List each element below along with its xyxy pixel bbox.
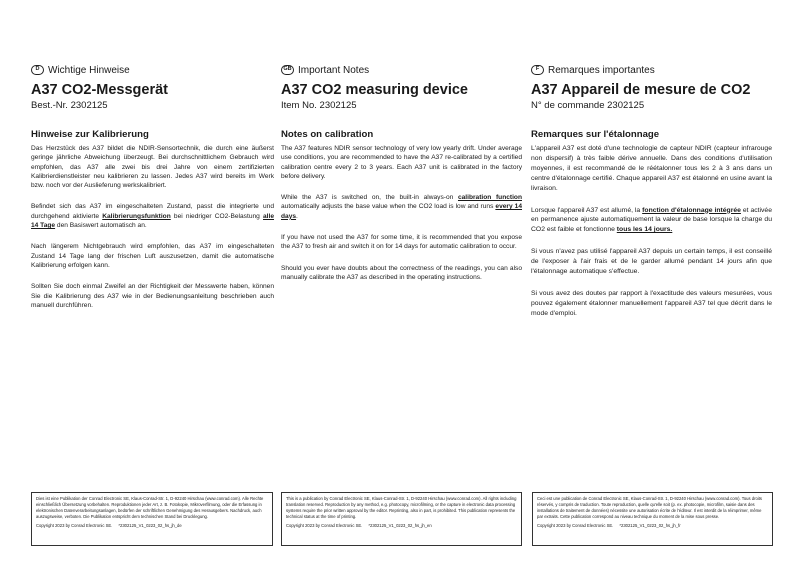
paragraph-calibration-function <box>31 202 274 230</box>
text-run: bei niedriger CO2-Belastung <box>170 212 263 220</box>
item-number: Item No. 2302125 <box>281 100 357 111</box>
text-run: . <box>296 212 298 220</box>
section-heading: Hinweise zur Kalibrierung <box>31 129 149 140</box>
legal-footer-de <box>31 492 273 546</box>
product-title: A37 CO2 measuring device <box>281 82 468 98</box>
document-code: *2302125_V1_0223_02_hs_jh_fr <box>619 523 681 528</box>
text-run: While the A37 is switched on, the built-in always-on <box>281 194 458 202</box>
legal-footer-fr <box>532 492 773 546</box>
paragraph-intro: The A37 features NDIR sensor technology of very low yearly drift. Under average use conditions, you are recommended to have the A37 re-calibrated by a certified calibration centre every 2 to 3 years. Each A37 unit is calibrated in the factory before delivery. <box>281 145 522 180</box>
language-header-fr <box>531 63 772 77</box>
copyright-text: Copyright 2023 by Conrad Electronic SE. <box>537 523 614 528</box>
highlight-calibration-function: calibration function <box>457 194 522 202</box>
document-code: *2302125_V1_0223_02_hs_jh_en <box>368 523 432 528</box>
language-badge-icon: F <box>531 65 544 75</box>
text-run: Befindet sich das A37 im eingeschalteten Zustand, passt die integrierte und durchgehend aktivierte <box>31 203 274 220</box>
paragraph-intro: Das Herzstück des A37 bildet die NDIR-Sensortechnik, die durch eine äußerst geringe jährliche Abweichung überzeugt. Bei durchschnittlichem Gebrauch wird empfohlen, das A37 alle zwei bis drei Jahre von einem zertifizierten Kalibrierdienstleister neu kalibrieren zu lassen. Jedes A37 wird bereits im Werk bzw. noch vor der Auslieferung werkskalibriert. <box>31 145 274 190</box>
text-run: automatically adjusts the base value when the CO2 load is low and runs <box>281 203 496 211</box>
document-code: *2302125_V1_0223_02_hs_jh_de <box>118 523 182 528</box>
legal-text: This is a publication by Conrad Electronic SE, Klaus-Conrad-Str. 1, D-92240 Hirschau (www.conrad.com). All rights including translation reserved. Reproduction by any method, e.g. photocopy, microfilming, or the capture in electronic data processing systems require the prior written approval by the editor. Reprinting, also in part, is prohibited. This publication represents the technical status at the time of printing. <box>286 496 517 519</box>
column-de <box>31 63 274 310</box>
paragraph-manual-calibration: Si vous avez des doutes par rapport à l'exactitude des valeurs mesurées, vous pouvez également étalonner manuellement l'appareil A37 tel que décrit dans le mode d'emploi. <box>531 289 772 317</box>
item-number: Best.-Nr. 2302125 <box>31 100 108 111</box>
footer-copyright-line <box>36 523 268 529</box>
highlight-calibration-function: Kalibrierungsfunktion <box>102 212 171 220</box>
product-title: A37 Appareil de mesure de CO2 <box>531 82 751 98</box>
paragraph-manual-calibration: Sollten Sie doch einmal Zweifel an der Richtigkeit der Messwerte haben, können Sie die Kalibrierung des A37 wie in der Bedienungsanleitung beschrieben auch manuell durchführen. <box>31 283 274 309</box>
section-heading: Notes on calibration <box>281 129 374 140</box>
text-run: den Basiswert automatisch an. <box>55 222 147 230</box>
column-fr <box>531 63 772 319</box>
language-header-label: Wichtige Hinweise <box>48 64 130 76</box>
section-heading: Remarques sur l'étalonnage <box>531 129 660 140</box>
product-title: A37 CO2-Messgerät <box>31 82 168 98</box>
legal-text: Ceci est une publication de Conrad Electronic SE, Klaus-Conrad-Str. 1, D-92240 Hirschau (www.conrad.com). Tous droits réservés, y compris de traduction. Toute reproduction, quelle qu'elle soit (p. ex. photocopie, microfilm, saisie dans des installations de traitement de données) nécessite une autorisation écrite de l'éditeur. Il est interdit de la réimprimer, même par extraits. Cette publication correspond au niveau technique du moment de la mise sous presse. <box>537 496 762 519</box>
footer-copyright-line <box>286 523 517 529</box>
language-header-label: Important Notes <box>298 64 370 76</box>
column-en <box>281 63 522 282</box>
highlight-interval: tous les 14 jours. <box>616 226 673 234</box>
highlight-calibration-function: fonction d'étalonnage intégrée <box>642 206 741 214</box>
paragraph-intro: L'appareil A37 est doté d'une technologie de capteur NDIR (capteur infrarouge non dispersif) à très faible dérive annuelle. Dans des conditions d'utilisation moyennes, il est recommandé de le réétalonner tous les 2 à 3 ans dans un centre d'étalonnage certifié. Chaque appareil A37 est étalonné en usine avant la livraison. <box>531 145 772 192</box>
language-badge-icon: GB <box>281 65 294 75</box>
legal-text: Dies ist eine Publikation der Conrad Electronic SE, Klaus-Conrad-Str. 1, D-92240 Hirschau (www.conrad.com). Alle Rechte einschließlich Übersetzung vorbehalten. Reproduktionen jeder Art, z. B. Fotokopie, Mikroverfilmung, oder die Erfassung in elektronischen Datenverarbeitungsanlagen, bedürfen der schriftlichen Genehmigung des Herausgebers. Nachdruck, auch auszugsweise, verboten. Die Publikation entspricht dem technischen Stand bei Drucklegung. <box>36 496 264 519</box>
item-number: N° de commande 2302125 <box>531 100 645 111</box>
language-header-en <box>281 63 522 77</box>
language-badge-icon: D <box>31 65 44 75</box>
paragraph-nonuse: Nach längerem Nichtgebrauch wird empfohlen, das A37 im eingeschalteten Zustand 14 Tage lang der frischen Luft auszusetzen, damit die automatische Kalibrierung erfolgen kann. <box>31 243 274 269</box>
copyright-text: Copyright 2023 by Conrad Electronic SE. <box>36 523 113 528</box>
language-header-label: Remarques importantes <box>548 64 655 76</box>
language-header-de <box>31 63 274 77</box>
legal-footer-en <box>281 492 522 546</box>
footer-copyright-line <box>537 523 768 529</box>
text-run: Lorsque l'appareil A37 est allumé, la <box>531 206 643 214</box>
paragraph-manual-calibration: Should you ever have doubts about the correctness of the readings, you can also manually calibrate the A37 as described in the operating instructions. <box>281 264 522 281</box>
paragraph-calibration-function <box>531 206 772 236</box>
paragraph-calibration-function <box>281 193 522 221</box>
paragraph-nonuse: If you have not used the A37 for some time, it is recommended that you expose the A37 to fresh air and switch it on for 14 days for automatic calibration to occur. <box>281 234 522 251</box>
highlight-interval: alle 14 Tage <box>31 212 274 230</box>
text-run: et activée en permanence ajuste automatiquement la valeur de base lorsque la charge du CO2 est faible et fonctionne <box>531 206 772 234</box>
paragraph-nonuse: Si vous n'avez pas utilisé l'appareil A37 depuis un certain temps, il est conseillé de l'exposer à l'air frais et de le garder allumé pendant 14 jours afin que l'étalonnage automatique s'effectue. <box>531 248 772 276</box>
copyright-text: Copyright 2023 by Conrad Electronic SE. <box>286 523 363 528</box>
highlight-interval: every 14 days <box>281 203 523 220</box>
